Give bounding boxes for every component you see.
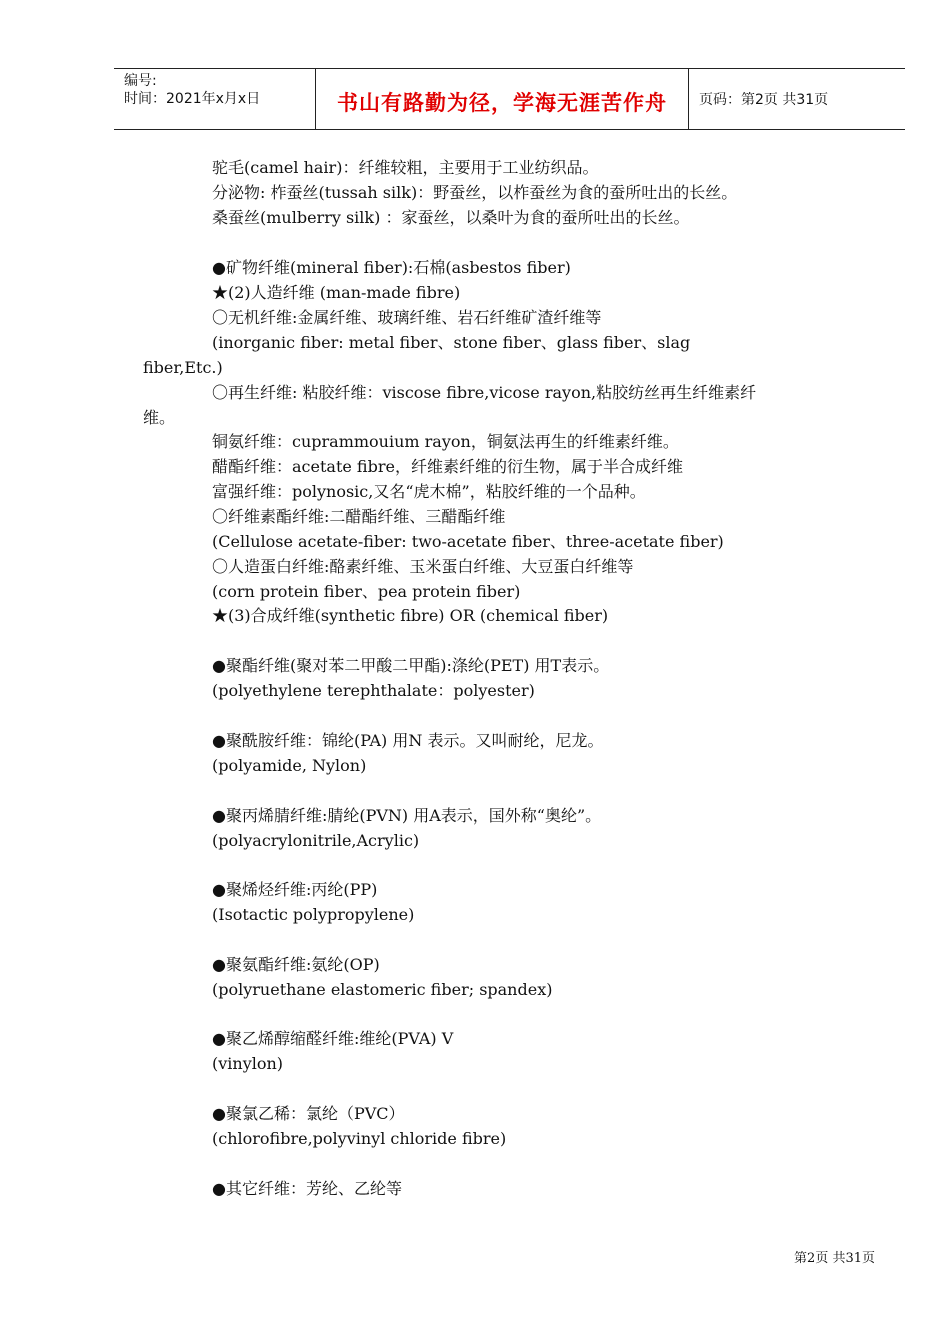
text-line: 桑蚕丝(mulberry silk) ：家蚕丝，以桑叶为食的蚕所吐出的长丝。 (212, 208, 690, 227)
text-line: 〇无机纤维:金属纤维、玻璃纤维、岩石纤维矿渣纤维等 (212, 308, 602, 327)
text-line: ●聚酯纤维(聚对苯二甲酸二甲酯):涤纶(PET) 用T表示。 (212, 656, 610, 675)
text-line: ●矿物纤维(mineral fiber):石棉(asbestos fiber) (212, 258, 571, 277)
text-line: ●聚酰胺纤维：锦纶(PA) 用N 表示。又叫耐纶，尼龙。 (212, 731, 604, 750)
text-line: 〇人造蛋白纤维:酪素纤维、玉米蛋白纤维、大豆蛋白纤维等 (212, 557, 634, 576)
text-line: 分泌物: 柞蚕丝(tussah silk)：野蚕丝，以柞蚕丝为食的蚕所吐出的长丝。 (212, 183, 738, 202)
text-line: (Isotactic polypropylene) (212, 905, 415, 924)
text-line: ★(3)合成纤维(synthetic fibre) OR (chemical fiber) (212, 606, 609, 625)
text-line: (corn protein fiber、pea protein fiber) (212, 582, 521, 601)
text-line: (polyethylene terephthalate：polyester) (212, 681, 535, 700)
text-line: 〇再生纤维: 粘胶纤维：viscose fibre,vicose rayon,粘胶纺丝再生纤维素纤 (212, 383, 757, 402)
text-line: 维。 (143, 408, 176, 427)
text-line: ★(2)人造纤维 (man-made fibre) (212, 283, 461, 302)
text-line: (chlorofibre,polyvinyl chloride fibre) (212, 1129, 507, 1148)
text-line: 富强纤维：polynosic,又名“虎木棉”，粘胶纤维的一个品种。 (212, 482, 646, 501)
text-line: ●其它纤维：芳纶、乙纶等 (212, 1179, 402, 1198)
text-line: ●聚丙烯腈纤维:腈纶(PVN) 用A表示，国外称“奥纶”。 (212, 806, 602, 825)
text-line: (polyruethane elastomeric fiber; spandex) (212, 980, 553, 999)
text-line: 〇纤维素酯纤维:二醋酯纤维、三醋酯纤维 (212, 507, 506, 526)
header-motto: 书山有路勤为径，学海无涯苦作舟 (337, 91, 667, 115)
text-line: ●聚乙烯醇缩醛纤维:维纶(PVA) V (212, 1029, 454, 1048)
serial-number-label: 编号: (124, 73, 157, 89)
page-footer: 第2页 共31页 (794, 1251, 875, 1266)
text-line: fiber,Etc.) (143, 358, 223, 377)
text-line: (inorganic fiber: metal fiber、stone fiber、glass fiber、slag (212, 333, 691, 352)
text-line: 驼毛(camel hair)：纤维较粗，主要用于工业纺织品。 (212, 158, 599, 177)
text-line: ●聚氯乙稀：氯纶（PVC） (212, 1104, 405, 1123)
time-label: 时间：2021年x月x日 (124, 91, 261, 107)
text-line: 醋酯纤维：acetate fibre，纤维素纤维的衍生物，属于半合成纤维 (212, 457, 683, 476)
text-line: (polyamide, Nylon) (212, 756, 367, 775)
text-line: ●聚氨酯纤维:氨纶(OP) (212, 955, 380, 974)
text-line: (polyacrylonitrile,Acrylic) (212, 831, 420, 850)
text-line: (vinylon) (212, 1054, 284, 1073)
text-line: (Cellulose acetate-fiber: two-acetate fiber、three-acetate fiber) (212, 532, 724, 551)
text-line: 铜氨纤维：cuprammouium rayon，铜氨法再生的纤维素纤维。 (212, 432, 679, 451)
text-line: ●聚烯烃纤维:丙纶(PP) (212, 880, 378, 899)
header-page-info: 页码：第2页 共31页 (699, 92, 829, 108)
